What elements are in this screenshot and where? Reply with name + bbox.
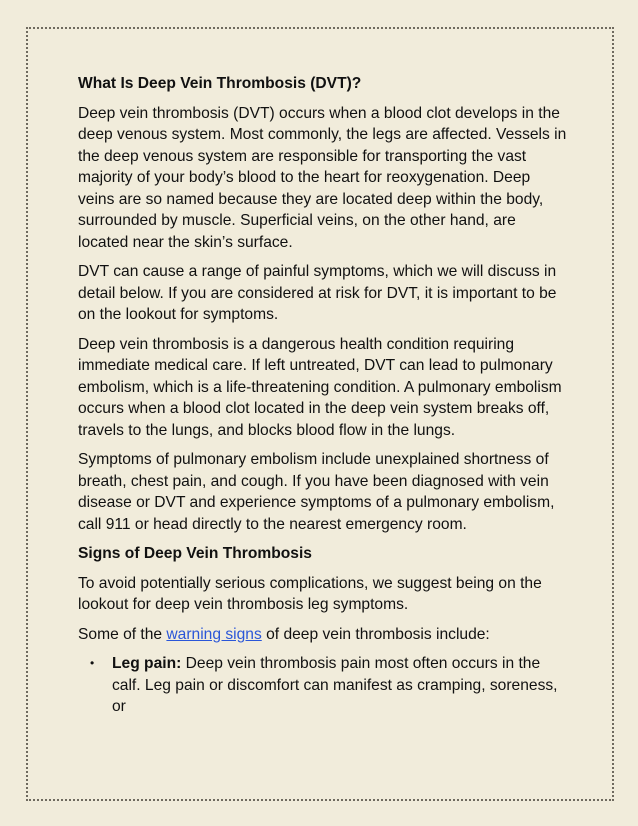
- warning-signs-list: [78, 653, 568, 718]
- paragraph-warning-signs: [78, 624, 568, 646]
- paragraph-danger: Deep vein thrombosis is a dangerous health condition requiring immediate medical care. If left untreated, DVT can lead to pulmonary embolism, which is a life-threatening condition. A pulmonary embolism occurs when a blood clot located in the deep vein system breaks off, travels to the lungs, and blocks blood flow in the lungs.: [78, 335, 562, 439]
- paragraph-symptoms-intro: DVT can cause a range of painful symptoms, which we will discuss in detail below. If you are considered at risk for DVT, it is important to be on the lookout for symptoms.: [78, 263, 557, 323]
- warning-signs-link[interactable]: warning signs: [166, 625, 262, 643]
- section-heading-signs: Signs of Deep Vein Thrombosis: [78, 545, 312, 562]
- paragraph-dvt-definition: Deep vein thrombosis (DVT) occurs when a blood clot develops in the deep venous system. Most commonly, the legs are affected. Vessels in the deep venous system are responsible for transporting the vast majority of your body’s blood to the heart for reoxygenation. Deep veins are so named because they are located deep within the body, surrounded by muscle. Superficial veins, on the other hand, are located near the skin’s surface.: [78, 104, 567, 251]
- warning-signs-text-before: Some of the: [78, 625, 167, 643]
- warning-signs-text-after: of deep vein thrombosis include:: [261, 625, 490, 643]
- article-title: What Is Deep Vein Thrombosis (DVT)?: [78, 75, 362, 92]
- list-item-term: Leg pain:: [112, 655, 182, 672]
- list-item-text: Deep vein thrombosis pain most often occurs in the calf. Leg pain or discomfort can manifest as cramping, soreness, or: [112, 655, 558, 715]
- document-body: [78, 73, 568, 718]
- paragraph-pulmonary-embolism: Symptoms of pulmonary embolism include unexplained shortness of breath, chest pain, and cough. If you have been diagnosed with vein disease or DVT and experience symptoms of a pulmonary embolism, call 911 or head directly to the nearest emergency room.: [78, 451, 555, 533]
- paragraph-avoid-complications: To avoid potentially serious complications, we suggest being on the lookout for deep vein thrombosis leg symptoms.: [78, 574, 542, 613]
- list-item: [78, 653, 568, 718]
- bullet-icon: •: [90, 656, 95, 670]
